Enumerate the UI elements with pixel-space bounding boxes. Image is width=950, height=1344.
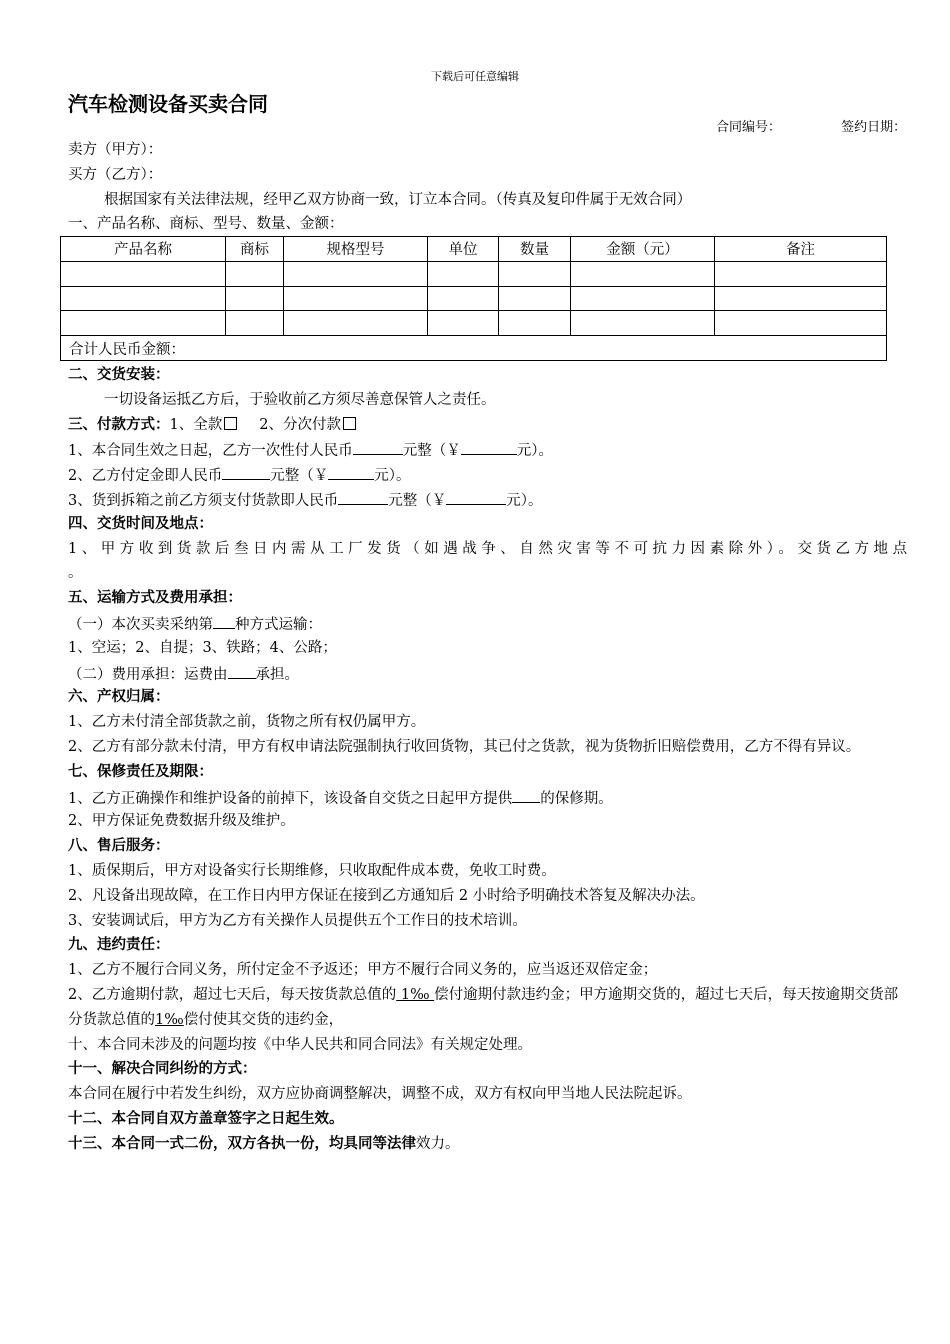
contract-meta (716, 116, 906, 135)
blank-field (222, 462, 270, 480)
section-13-bold: 十三、本合同一式二份，双方各执一份，均具同等法律 (68, 1134, 416, 1152)
col-header: 金额（元） (571, 237, 715, 262)
freight-text: 承担。 (255, 666, 299, 683)
section-8-title: 八、售后服务： (68, 837, 170, 855)
section-8-line-1: 1、质保期后，甲方对设备实行长期维修，只收取配件成本费，免收工时费。 (68, 862, 556, 879)
section-9-line-1: 1、乙方不履行合同义务，所付定金不予返还；甲方不履行合同义务的，应当返还双倍定金； (68, 962, 658, 979)
blank-field (328, 462, 374, 480)
table-header-row (61, 237, 887, 262)
penalty-rate: 1‰ (396, 986, 435, 1003)
col-header: 数量 (499, 237, 571, 262)
payment-line-1 (68, 437, 908, 462)
penalty-rate: 1‰ (155, 1011, 184, 1028)
blank-field (338, 487, 388, 505)
checkbox-installment[interactable] (343, 417, 356, 430)
table-total-row (61, 336, 887, 361)
section-4-title: 四、交货时间及地点： (68, 514, 213, 532)
section-2-text: 一切设备运抵乙方后，于验收前乙方须尽善意保管人之责任。 (104, 391, 496, 408)
section-8-line-3: 3、安装调试后，甲方为乙方有关操作人员提供五个工作日的技术培训。 (68, 912, 527, 929)
payment-3-text: 3、货到拆箱之前乙方须支付货款即人民币 (68, 492, 339, 509)
payment-1-text: 元整（￥ (402, 443, 461, 460)
payment-1-text: 1、本合同生效之日起，乙方一次性付人民币 (68, 443, 353, 460)
payment-option-installment: 2、分次付款 (259, 416, 341, 433)
contract-number-label: 合同编号： (716, 120, 782, 135)
checkbox-full-payment[interactable] (224, 417, 237, 430)
penalty-text: 2、乙方逾期付款，超过七天后，每天按货款总值的 (68, 986, 397, 1003)
section-11-text: 本合同在履行中若发生纠纷，双方应协商调整解决，调整不成，双方有权向甲当地人民法院起诉。 (68, 1086, 692, 1103)
transport-line (68, 611, 908, 636)
contract-terms (68, 363, 908, 1157)
transport-options: 1、空运；2、自提；3、铁路；4、公路； (68, 639, 337, 656)
section-6-line-2: 2、乙方有部分款未付清，甲方有权申请法院强制执行收回货物，其已付之货款，视为货物折旧赔偿费用，乙方不得有异议。 (68, 738, 861, 755)
section-9-line-2 (68, 983, 908, 1033)
col-header: 商标 (226, 237, 284, 262)
header-note: 下载后可任意编辑 (431, 70, 519, 83)
contract-body (68, 138, 908, 237)
buyer-line: 买方（乙方）： (68, 166, 163, 183)
section-4-end: 。 (68, 565, 83, 582)
col-header: 规格型号 (284, 237, 428, 262)
blank-field (446, 487, 506, 505)
total-amount-label: 合计人民币金额： (61, 336, 887, 361)
product-table (60, 236, 887, 361)
payment-3-text: 元）。 (506, 492, 543, 509)
penalty-text: 偿付逾期付款违约金；甲方逾期交货的，超过七天后，每天按逾期交货部分货款总值的 (68, 986, 899, 1028)
table-row (61, 311, 887, 336)
section-11-title: 十一、解决合同纠纷的方式： (68, 1060, 257, 1078)
section-13-rest: 效力。 (416, 1135, 460, 1152)
section-9-title: 九、违约责任： (68, 936, 170, 954)
blank-field (353, 437, 403, 455)
section-3-title: 三、付款方式： (68, 415, 170, 433)
section-7-line-1 (68, 785, 908, 810)
section-6-line-1: 1、乙方未付清全部货款之前，货物之所有权仍属甲方。 (68, 714, 426, 731)
section-4-text: 1、甲方收到货款后叁日内需从工厂发货（如遇战争、自然灾害等不可抗力因素除外）。交货乙方地点 (68, 540, 908, 557)
warranty-text: 1、乙方正确操作和维护设备的前掉下，该设备自交货之日起甲方提供 (68, 790, 513, 807)
col-header: 产品名称 (61, 237, 226, 262)
freight-text: （二）费用承担：运费由 (68, 666, 228, 683)
section-13 (68, 1132, 908, 1157)
payment-line-3 (68, 487, 908, 512)
blank-field (228, 661, 256, 679)
blank-field (461, 437, 517, 455)
blank-field (512, 785, 540, 803)
payment-3-text: 元整（￥ (388, 492, 447, 509)
section-7-title: 七、保修责任及期限： (68, 762, 213, 780)
transport-text: 种方式运输： (235, 616, 322, 633)
penalty-text: 偿付使其交货的违约金， (183, 1011, 344, 1028)
col-header: 单位 (428, 237, 499, 262)
table-row (61, 286, 887, 311)
transport-text: （一）本次买卖采纳第 (68, 616, 213, 633)
table-row (61, 261, 887, 286)
section-10: 十、本合同未涉及的问题均按《中华人民共和同合同法》有关规定处理。 (68, 1036, 532, 1053)
payment-2-text: 元整（￥ (270, 468, 329, 485)
section-8-line-2: 2、凡设备出现故障，在工作日内甲方保证在接到乙方通知后 2 小时给予明确技术答复及解决办法。 (68, 887, 705, 904)
section-5-title: 五、运输方式及费用承担： (68, 589, 242, 607)
col-header: 备注 (715, 237, 887, 262)
payment-option-full: 1、全款 (169, 416, 223, 433)
section-3-title-line (68, 413, 908, 438)
warranty-text: 的保修期。 (540, 790, 613, 807)
preamble: 根据国家有关法律法规，经甲乙双方协商一致，订立本合同。（传真及复印件属于无效合同） (104, 191, 692, 208)
section-6-title: 六、产权归属： (68, 688, 170, 706)
freight-line (68, 661, 908, 686)
sign-date-label: 签约日期： (841, 120, 907, 135)
section-2-title: 二、交货安装： (68, 366, 170, 383)
payment-1-text: 元）。 (516, 443, 553, 460)
section-1-title: 一、产品名称、商标、型号、数量、金额： (68, 216, 344, 233)
seller-line: 卖方（甲方）： (68, 142, 163, 158)
blank-field (213, 611, 235, 629)
payment-line-2 (68, 462, 908, 487)
document-title: 汽车检测设备买卖合同 (68, 92, 268, 116)
payment-2-text: 2、乙方付定金即人民币 (68, 468, 223, 485)
section-7-line-2: 2、甲方保证免费数据升级及维护。 (68, 813, 295, 830)
section-12: 十二、本合同自双方盖章签字之日起生效。 (68, 1109, 344, 1127)
payment-2-text: 元）。 (374, 468, 411, 485)
